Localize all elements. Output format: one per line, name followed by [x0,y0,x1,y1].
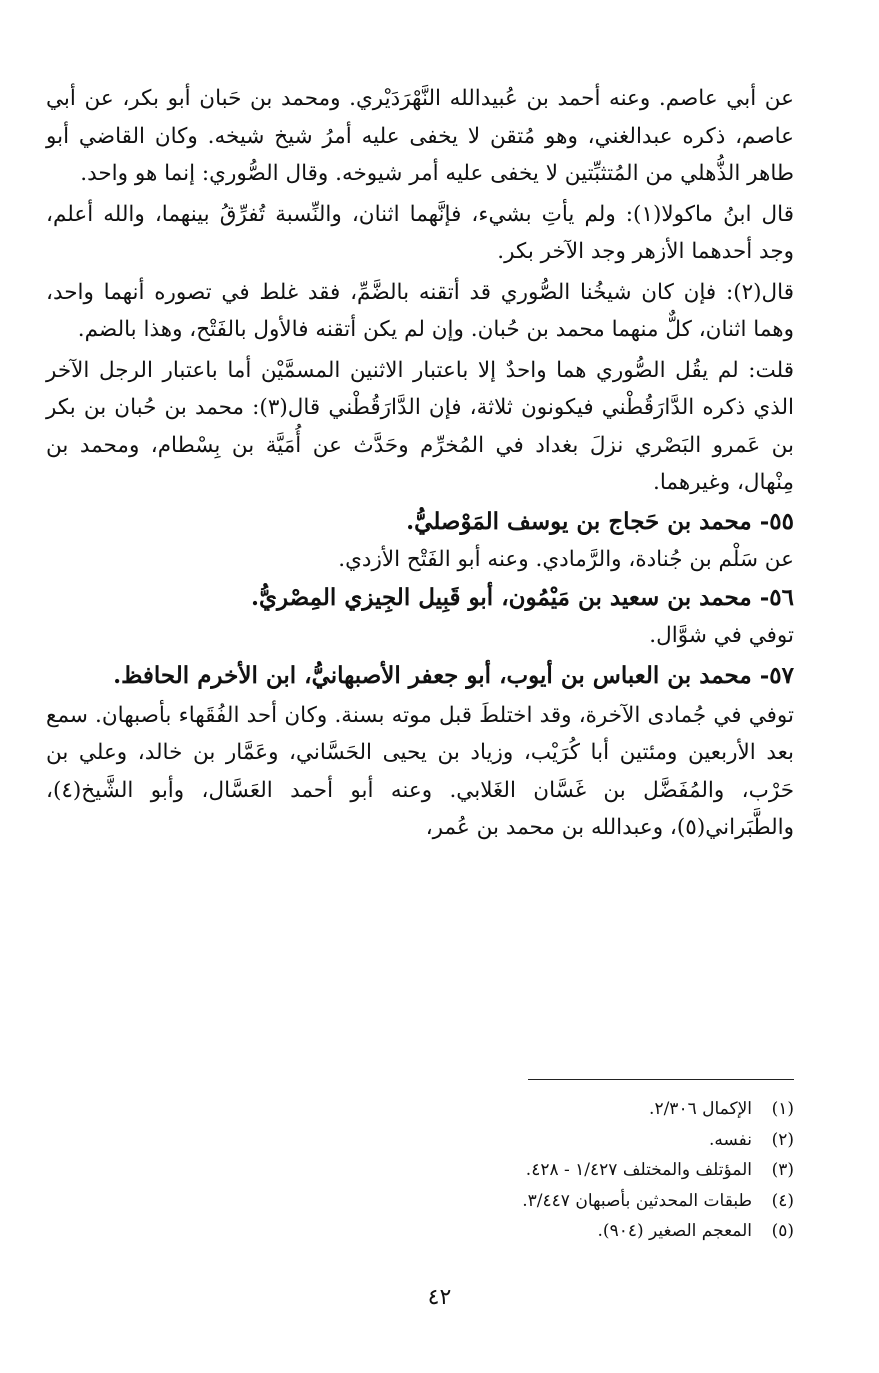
paragraph-1: عن أبي عاصم. وعنه أحمد بن عُبيدالله النَّهْرَدَيْري. ومحمد بن حَبان أبو بكر، عن أبي عاصم، ذكره عبدالغني، وهو مُتقن لا يخفى عليه أمرُ شيخ شيخه. وكان القاضي أبو طاهر الذُّهلي من المُتثبِّتين لا يخفى عليه أمر شيوخه. وقال الصُّوري: إنما هو واحد. [46,86,794,186]
footnotes-list [300,1094,794,1247]
footnote-number: (١) [771,1099,794,1119]
entry-55-heading: ٥٥- محمد بن حَجاج بن يوسف المَوْصليُّ. [406,507,794,535]
footnote-item [300,1094,794,1125]
footnote-item [300,1125,794,1156]
paragraph-3: قال(٢): فإن كان شيخُنا الصُّوري قد أتقنه بالضَّمِّ، فقد غلط في تصوره أنهما واحد، وهما اثنان، كلٌّ منهما محمد بن حُبان. وإن لم يكن أتقنه فالأول بالفَتْح، وهذا بالضم. [46,279,794,342]
footnote-item [300,1186,794,1217]
main-text [46,80,794,847]
footnote-text: المعجم الصغير (٩٠٤). [597,1221,752,1241]
entry-56-text: توفي في شوَّال. [649,623,794,648]
footnote-text: الإكمال ٢/٣٠٦. [649,1099,752,1119]
paragraph-2: قال ابنُ ماكولا(١): ولم يأتِ بشيء، فإنَّهما اثنان، والنِّسبة تُفرِّقُ بينهما، والله أعلم، وجد أحدهما الأزهر وجد الآخر بكر. [46,201,794,264]
footnote-divider [528,1079,794,1080]
footnote-text: نفسه. [708,1129,752,1150]
footnote-item [300,1216,794,1247]
entry-56-heading: ٥٦- محمد بن سعيد بن مَيْمُون، أبو قَبِيل الجِيزي المِصْريُّ. [250,584,794,611]
entry-57-heading: ٥٧- محمد بن العباس بن أيوب، أبو جعفر الأصبهانيُّ، ابن الأخرم الحافظ. [113,661,794,689]
page-number: ٤٢ [427,1285,452,1310]
footnote-number: (٣) [771,1160,794,1180]
footnote-number: (٤) [771,1190,794,1211]
paragraph-4: قلت: لم يقُل الصُّوري هما واحدٌ إلا باعتبار الاثنين المسمَّيْن أما باعتبار الرجل الآخر الذي ذكره الدَّارَقُطْني فيكونون ثلاثة، فإن الدَّارَقُطْني قال(٣): محمد بن حُبان بن بكر بن عَمرو البَصْري نزلَ بغداد في المُخرِّم وحَدَّث عن أُمَيَّة بن بِسْطام، ومحمد بن مِنْهال، وغيرهما. [46,357,795,495]
footnote-number: (٢) [771,1129,794,1150]
footnote-text: طبقات المحدثين بأصبهان ٣/٤٤٧. [522,1190,752,1211]
entry-55-text: عن سَلْم بن جُنادة، والرَّمادي. وعنه أبو الفَتْح الأزدي. [338,546,794,572]
footnote-text: المؤتلف والمختلف ١/٤٢٧ - ٤٢٨. [525,1160,752,1180]
footnote-number: (٥) [771,1221,794,1241]
entry-57-text: توفي في جُمادى الآخرة، وقد اختلطَ قبل موته بسنة. وكان أحد الفُقَهاء بأصبهان. سمع بعد الأربعين ومئتين أبا كُرَيْب، وزياد بن يحيى الحَسَّاني، وعَمَّار بن خالد، وعلي بن حَرْب، والمُفَضَّل بن غَسَّان الغَلابي. وعنه أبو أحمد العَسَّال، وأبو الشَّيخ(٤)، والطَّبَراني(٥)، وعبدالله بن محمد بن عُمر، [46,702,794,840]
footnote-item [300,1155,794,1186]
